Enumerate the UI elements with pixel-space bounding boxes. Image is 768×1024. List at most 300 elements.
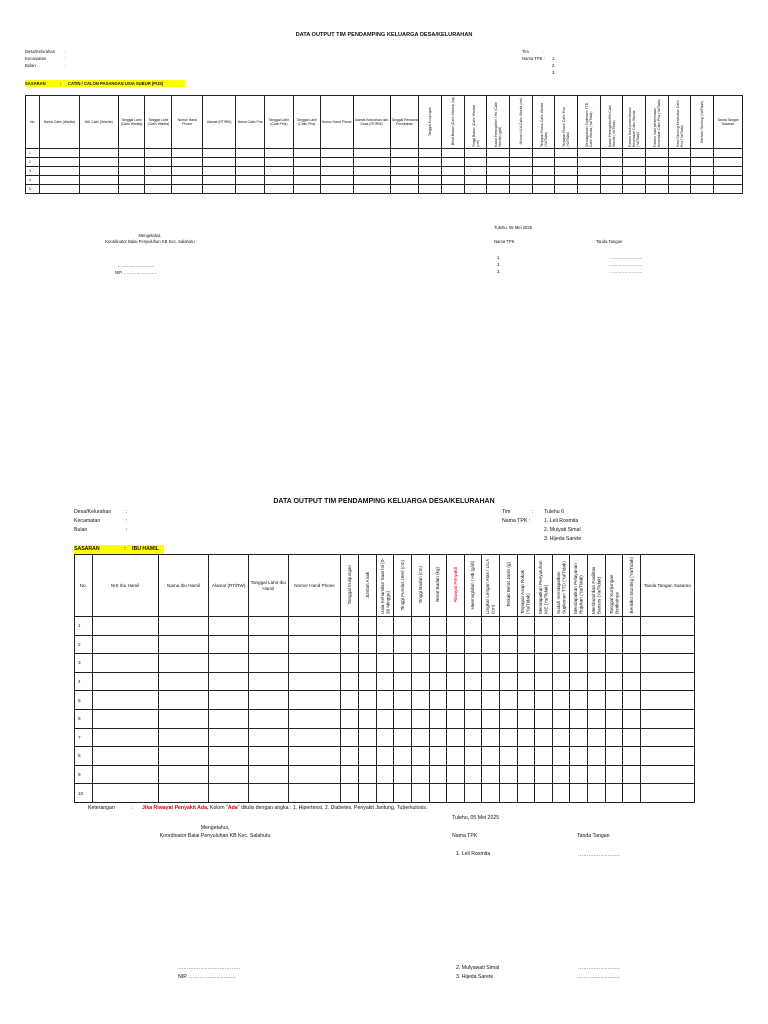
table-cell[interactable]	[605, 728, 623, 747]
table-cell[interactable]	[464, 185, 487, 194]
table-cell[interactable]	[600, 149, 623, 158]
table-cell[interactable]	[40, 185, 79, 194]
table-cell[interactable]	[482, 691, 500, 710]
table-cell[interactable]	[691, 185, 714, 194]
table-cell[interactable]	[499, 747, 517, 766]
table-cell[interactable]	[248, 709, 288, 728]
table-cell[interactable]	[640, 784, 694, 803]
table-cell[interactable]	[320, 185, 353, 194]
table-cell[interactable]	[359, 691, 377, 710]
table-cell[interactable]	[264, 185, 293, 194]
table-cell[interactable]	[394, 691, 412, 710]
table-cell[interactable]	[464, 167, 487, 176]
table-cell[interactable]	[236, 167, 265, 176]
table-cell[interactable]	[510, 185, 533, 194]
table-cell[interactable]	[447, 784, 465, 803]
table-cell[interactable]	[517, 672, 535, 691]
table-cell[interactable]	[158, 654, 209, 673]
table-cell[interactable]	[419, 185, 442, 194]
table-cell[interactable]	[429, 765, 447, 784]
table-cell[interactable]	[442, 185, 465, 194]
table-cell[interactable]	[79, 149, 118, 158]
table-cell[interactable]	[376, 709, 394, 728]
table-cell[interactable]	[447, 728, 465, 747]
table-cell[interactable]	[79, 176, 118, 185]
table-cell[interactable]	[442, 158, 465, 167]
table-cell[interactable]	[605, 691, 623, 710]
table-cell[interactable]	[570, 709, 588, 728]
table-cell[interactable]	[605, 709, 623, 728]
table-cell[interactable]	[288, 654, 341, 673]
table-cell[interactable]	[376, 617, 394, 636]
table-cell[interactable]	[464, 158, 487, 167]
table-cell[interactable]	[464, 709, 482, 728]
table-cell[interactable]	[605, 672, 623, 691]
table-cell[interactable]	[464, 747, 482, 766]
table-cell[interactable]	[517, 728, 535, 747]
table-cell[interactable]	[482, 747, 500, 766]
table-cell[interactable]	[588, 709, 606, 728]
table-cell[interactable]	[394, 635, 412, 654]
table-cell[interactable]	[588, 635, 606, 654]
table-cell[interactable]	[588, 765, 606, 784]
table-cell[interactable]	[487, 185, 510, 194]
table-cell[interactable]	[359, 635, 377, 654]
table-cell[interactable]	[341, 654, 359, 673]
table-cell[interactable]	[510, 167, 533, 176]
table-cell[interactable]	[578, 167, 601, 176]
table-cell[interactable]	[555, 167, 578, 176]
table-cell[interactable]	[442, 176, 465, 185]
table-cell[interactable]	[411, 617, 429, 636]
table-cell[interactable]	[588, 691, 606, 710]
table-cell[interactable]	[640, 747, 694, 766]
table-cell[interactable]	[605, 617, 623, 636]
table-cell[interactable]	[359, 617, 377, 636]
table-cell[interactable]	[394, 654, 412, 673]
table-cell[interactable]	[429, 617, 447, 636]
table-cell[interactable]	[570, 672, 588, 691]
table-cell[interactable]	[419, 167, 442, 176]
table-cell[interactable]	[172, 167, 203, 176]
table-cell[interactable]	[600, 176, 623, 185]
table-cell[interactable]	[517, 784, 535, 803]
table-cell[interactable]	[341, 747, 359, 766]
table-cell[interactable]	[623, 709, 641, 728]
table-cell[interactable]	[288, 672, 341, 691]
table-cell[interactable]	[623, 149, 646, 158]
table-cell[interactable]	[158, 709, 209, 728]
table-cell[interactable]	[482, 784, 500, 803]
table-cell[interactable]	[411, 672, 429, 691]
table-cell[interactable]	[646, 185, 669, 194]
table-cell[interactable]	[600, 158, 623, 167]
table-cell[interactable]	[517, 691, 535, 710]
table-cell[interactable]	[447, 691, 465, 710]
table-cell[interactable]	[570, 635, 588, 654]
table-cell[interactable]	[499, 635, 517, 654]
table-cell[interactable]	[570, 765, 588, 784]
table-cell[interactable]	[535, 784, 553, 803]
table-cell[interactable]	[411, 709, 429, 728]
table-cell[interactable]	[691, 167, 714, 176]
table-cell[interactable]	[264, 149, 293, 158]
table-cell[interactable]	[376, 691, 394, 710]
table-cell[interactable]	[293, 158, 320, 167]
table-cell[interactable]	[552, 691, 570, 710]
table-cell[interactable]	[482, 672, 500, 691]
table-cell[interactable]	[517, 617, 535, 636]
table-cell[interactable]	[532, 185, 555, 194]
table-cell[interactable]	[588, 672, 606, 691]
table-cell[interactable]	[118, 158, 145, 167]
table-cell[interactable]	[145, 167, 172, 176]
table-cell[interactable]	[429, 709, 447, 728]
table-cell[interactable]	[535, 617, 553, 636]
table-cell[interactable]	[552, 784, 570, 803]
table-cell[interactable]	[79, 185, 118, 194]
table-cell[interactable]	[691, 149, 714, 158]
table-cell[interactable]	[623, 784, 641, 803]
table-cell[interactable]	[510, 149, 533, 158]
table-cell[interactable]	[578, 149, 601, 158]
table-cell[interactable]	[248, 691, 288, 710]
table-cell[interactable]	[359, 709, 377, 728]
table-cell[interactable]	[288, 709, 341, 728]
table-cell[interactable]	[419, 176, 442, 185]
table-cell[interactable]	[320, 149, 353, 158]
table-cell[interactable]	[320, 158, 353, 167]
table-cell[interactable]	[442, 149, 465, 158]
table-cell[interactable]	[429, 691, 447, 710]
table-cell[interactable]	[535, 654, 553, 673]
table-cell[interactable]	[209, 784, 249, 803]
table-cell[interactable]	[482, 617, 500, 636]
table-cell[interactable]	[158, 765, 209, 784]
table-cell[interactable]	[341, 617, 359, 636]
table-cell[interactable]	[145, 176, 172, 185]
table-cell[interactable]	[264, 176, 293, 185]
table-cell[interactable]	[552, 617, 570, 636]
table-cell[interactable]	[203, 167, 236, 176]
table-cell[interactable]	[623, 185, 646, 194]
table-cell[interactable]	[341, 691, 359, 710]
table-cell[interactable]	[552, 765, 570, 784]
table-cell[interactable]	[359, 747, 377, 766]
table-cell[interactable]	[570, 654, 588, 673]
table-cell[interactable]	[40, 176, 79, 185]
table-cell[interactable]	[517, 654, 535, 673]
table-cell[interactable]	[376, 654, 394, 673]
table-cell[interactable]	[552, 709, 570, 728]
table-cell[interactable]	[359, 672, 377, 691]
table-cell[interactable]	[640, 709, 694, 728]
table-cell[interactable]	[668, 185, 691, 194]
table-cell[interactable]	[203, 185, 236, 194]
table-cell[interactable]	[145, 149, 172, 158]
table-cell[interactable]	[248, 784, 288, 803]
table-cell[interactable]	[570, 747, 588, 766]
table-cell[interactable]	[713, 167, 742, 176]
table-cell[interactable]	[320, 176, 353, 185]
table-cell[interactable]	[578, 158, 601, 167]
table-cell[interactable]	[605, 765, 623, 784]
table-cell[interactable]	[353, 185, 390, 194]
table-cell[interactable]	[588, 617, 606, 636]
table-cell[interactable]	[447, 617, 465, 636]
table-cell[interactable]	[623, 617, 641, 636]
table-cell[interactable]	[640, 672, 694, 691]
table-cell[interactable]	[640, 617, 694, 636]
table-cell[interactable]	[394, 728, 412, 747]
table-cell[interactable]	[394, 672, 412, 691]
table-cell[interactable]	[646, 158, 669, 167]
table-cell[interactable]	[172, 176, 203, 185]
table-cell[interactable]	[640, 765, 694, 784]
table-cell[interactable]	[248, 765, 288, 784]
table-cell[interactable]	[464, 672, 482, 691]
table-cell[interactable]	[429, 672, 447, 691]
table-cell[interactable]	[158, 672, 209, 691]
table-cell[interactable]	[447, 654, 465, 673]
table-cell[interactable]	[236, 149, 265, 158]
table-cell[interactable]	[552, 728, 570, 747]
table-cell[interactable]	[236, 185, 265, 194]
table-cell[interactable]	[288, 784, 341, 803]
table-cell[interactable]	[203, 158, 236, 167]
table-cell[interactable]	[209, 728, 249, 747]
table-cell[interactable]	[248, 654, 288, 673]
table-cell[interactable]	[390, 167, 419, 176]
table-cell[interactable]	[464, 635, 482, 654]
table-cell[interactable]	[353, 176, 390, 185]
table-cell[interactable]	[158, 635, 209, 654]
table-cell[interactable]	[209, 672, 249, 691]
table-cell[interactable]	[341, 672, 359, 691]
table-cell[interactable]	[532, 149, 555, 158]
table-cell[interactable]	[376, 784, 394, 803]
table-cell[interactable]	[605, 654, 623, 673]
table-cell[interactable]	[158, 617, 209, 636]
table-cell[interactable]	[376, 672, 394, 691]
table-cell[interactable]	[535, 672, 553, 691]
table-cell[interactable]	[464, 728, 482, 747]
table-cell[interactable]	[570, 728, 588, 747]
table-cell[interactable]	[248, 747, 288, 766]
table-cell[interactable]	[209, 635, 249, 654]
table-cell[interactable]	[555, 185, 578, 194]
table-cell[interactable]	[555, 176, 578, 185]
table-cell[interactable]	[92, 747, 158, 766]
table-cell[interactable]	[487, 158, 510, 167]
table-cell[interactable]	[555, 149, 578, 158]
table-cell[interactable]	[92, 654, 158, 673]
table-cell[interactable]	[555, 158, 578, 167]
table-cell[interactable]	[640, 728, 694, 747]
table-cell[interactable]	[605, 784, 623, 803]
table-cell[interactable]	[668, 149, 691, 158]
table-cell[interactable]	[623, 728, 641, 747]
table-cell[interactable]	[359, 728, 377, 747]
table-cell[interactable]	[552, 747, 570, 766]
table-cell[interactable]	[535, 691, 553, 710]
table-cell[interactable]	[517, 709, 535, 728]
table-cell[interactable]	[623, 654, 641, 673]
table-cell[interactable]	[570, 784, 588, 803]
table-cell[interactable]	[447, 635, 465, 654]
table-cell[interactable]	[118, 149, 145, 158]
table-cell[interactable]	[482, 654, 500, 673]
table-cell[interactable]	[288, 617, 341, 636]
table-cell[interactable]	[588, 728, 606, 747]
table-cell[interactable]	[487, 176, 510, 185]
table-cell[interactable]	[578, 185, 601, 194]
table-cell[interactable]	[535, 709, 553, 728]
table-cell[interactable]	[209, 765, 249, 784]
table-cell[interactable]	[40, 158, 79, 167]
table-cell[interactable]	[145, 158, 172, 167]
table-cell[interactable]	[447, 765, 465, 784]
table-cell[interactable]	[713, 176, 742, 185]
table-cell[interactable]	[353, 149, 390, 158]
table-cell[interactable]	[499, 709, 517, 728]
table-cell[interactable]	[172, 158, 203, 167]
table-cell[interactable]	[623, 765, 641, 784]
table-cell[interactable]	[376, 635, 394, 654]
table-cell[interactable]	[376, 728, 394, 747]
table-cell[interactable]	[552, 635, 570, 654]
table-cell[interactable]	[158, 747, 209, 766]
table-cell[interactable]	[172, 149, 203, 158]
table-cell[interactable]	[464, 176, 487, 185]
table-cell[interactable]	[429, 635, 447, 654]
table-cell[interactable]	[79, 167, 118, 176]
table-cell[interactable]	[487, 149, 510, 158]
table-cell[interactable]	[40, 149, 79, 158]
table-cell[interactable]	[288, 728, 341, 747]
table-cell[interactable]	[293, 185, 320, 194]
table-cell[interactable]	[293, 149, 320, 158]
table-cell[interactable]	[248, 728, 288, 747]
table-cell[interactable]	[209, 747, 249, 766]
table-cell[interactable]	[209, 691, 249, 710]
table-cell[interactable]	[640, 635, 694, 654]
table-cell[interactable]	[419, 158, 442, 167]
table-cell[interactable]	[359, 654, 377, 673]
table-cell[interactable]	[532, 167, 555, 176]
table-cell[interactable]	[623, 167, 646, 176]
table-cell[interactable]	[411, 654, 429, 673]
table-cell[interactable]	[429, 728, 447, 747]
table-cell[interactable]	[646, 149, 669, 158]
table-cell[interactable]	[605, 747, 623, 766]
table-cell[interactable]	[691, 176, 714, 185]
table-cell[interactable]	[600, 185, 623, 194]
table-cell[interactable]	[517, 635, 535, 654]
table-cell[interactable]	[447, 672, 465, 691]
table-cell[interactable]	[646, 176, 669, 185]
table-cell[interactable]	[341, 635, 359, 654]
table-cell[interactable]	[668, 158, 691, 167]
table-cell[interactable]	[288, 747, 341, 766]
table-cell[interactable]	[411, 728, 429, 747]
table-cell[interactable]	[288, 765, 341, 784]
table-cell[interactable]	[92, 784, 158, 803]
table-cell[interactable]	[691, 158, 714, 167]
table-cell[interactable]	[464, 149, 487, 158]
table-cell[interactable]	[570, 691, 588, 710]
table-cell[interactable]	[236, 158, 265, 167]
table-cell[interactable]	[570, 617, 588, 636]
table-cell[interactable]	[394, 709, 412, 728]
table-cell[interactable]	[464, 784, 482, 803]
table-cell[interactable]	[499, 672, 517, 691]
table-cell[interactable]	[320, 167, 353, 176]
table-cell[interactable]	[419, 149, 442, 158]
table-cell[interactable]	[623, 635, 641, 654]
table-cell[interactable]	[353, 167, 390, 176]
table-cell[interactable]	[79, 158, 118, 167]
table-cell[interactable]	[92, 635, 158, 654]
table-cell[interactable]	[552, 654, 570, 673]
table-cell[interactable]	[411, 635, 429, 654]
table-cell[interactable]	[499, 617, 517, 636]
table-cell[interactable]	[464, 765, 482, 784]
table-cell[interactable]	[464, 617, 482, 636]
table-cell[interactable]	[92, 765, 158, 784]
table-cell[interactable]	[517, 765, 535, 784]
table-cell[interactable]	[482, 709, 500, 728]
table-cell[interactable]	[248, 617, 288, 636]
table-cell[interactable]	[209, 617, 249, 636]
table-cell[interactable]	[623, 672, 641, 691]
table-cell[interactable]	[341, 784, 359, 803]
table-cell[interactable]	[411, 784, 429, 803]
table-cell[interactable]	[578, 176, 601, 185]
table-cell[interactable]	[390, 176, 419, 185]
table-cell[interactable]	[236, 176, 265, 185]
table-cell[interactable]	[588, 654, 606, 673]
table-cell[interactable]	[376, 747, 394, 766]
table-cell[interactable]	[264, 158, 293, 167]
table-cell[interactable]	[394, 765, 412, 784]
table-cell[interactable]	[293, 176, 320, 185]
table-cell[interactable]	[499, 728, 517, 747]
table-cell[interactable]	[588, 784, 606, 803]
table-cell[interactable]	[535, 765, 553, 784]
table-cell[interactable]	[646, 167, 669, 176]
table-cell[interactable]	[668, 176, 691, 185]
table-cell[interactable]	[394, 617, 412, 636]
table-cell[interactable]	[145, 185, 172, 194]
table-cell[interactable]	[92, 728, 158, 747]
table-cell[interactable]	[203, 149, 236, 158]
table-cell[interactable]	[248, 672, 288, 691]
table-cell[interactable]	[588, 747, 606, 766]
table-cell[interactable]	[359, 765, 377, 784]
table-cell[interactable]	[203, 176, 236, 185]
table-cell[interactable]	[376, 765, 394, 784]
table-cell[interactable]	[288, 635, 341, 654]
table-cell[interactable]	[158, 784, 209, 803]
table-cell[interactable]	[623, 158, 646, 167]
table-cell[interactable]	[447, 747, 465, 766]
table-cell[interactable]	[411, 691, 429, 710]
table-cell[interactable]	[499, 784, 517, 803]
table-cell[interactable]	[118, 176, 145, 185]
table-cell[interactable]	[600, 167, 623, 176]
table-cell[interactable]	[359, 784, 377, 803]
